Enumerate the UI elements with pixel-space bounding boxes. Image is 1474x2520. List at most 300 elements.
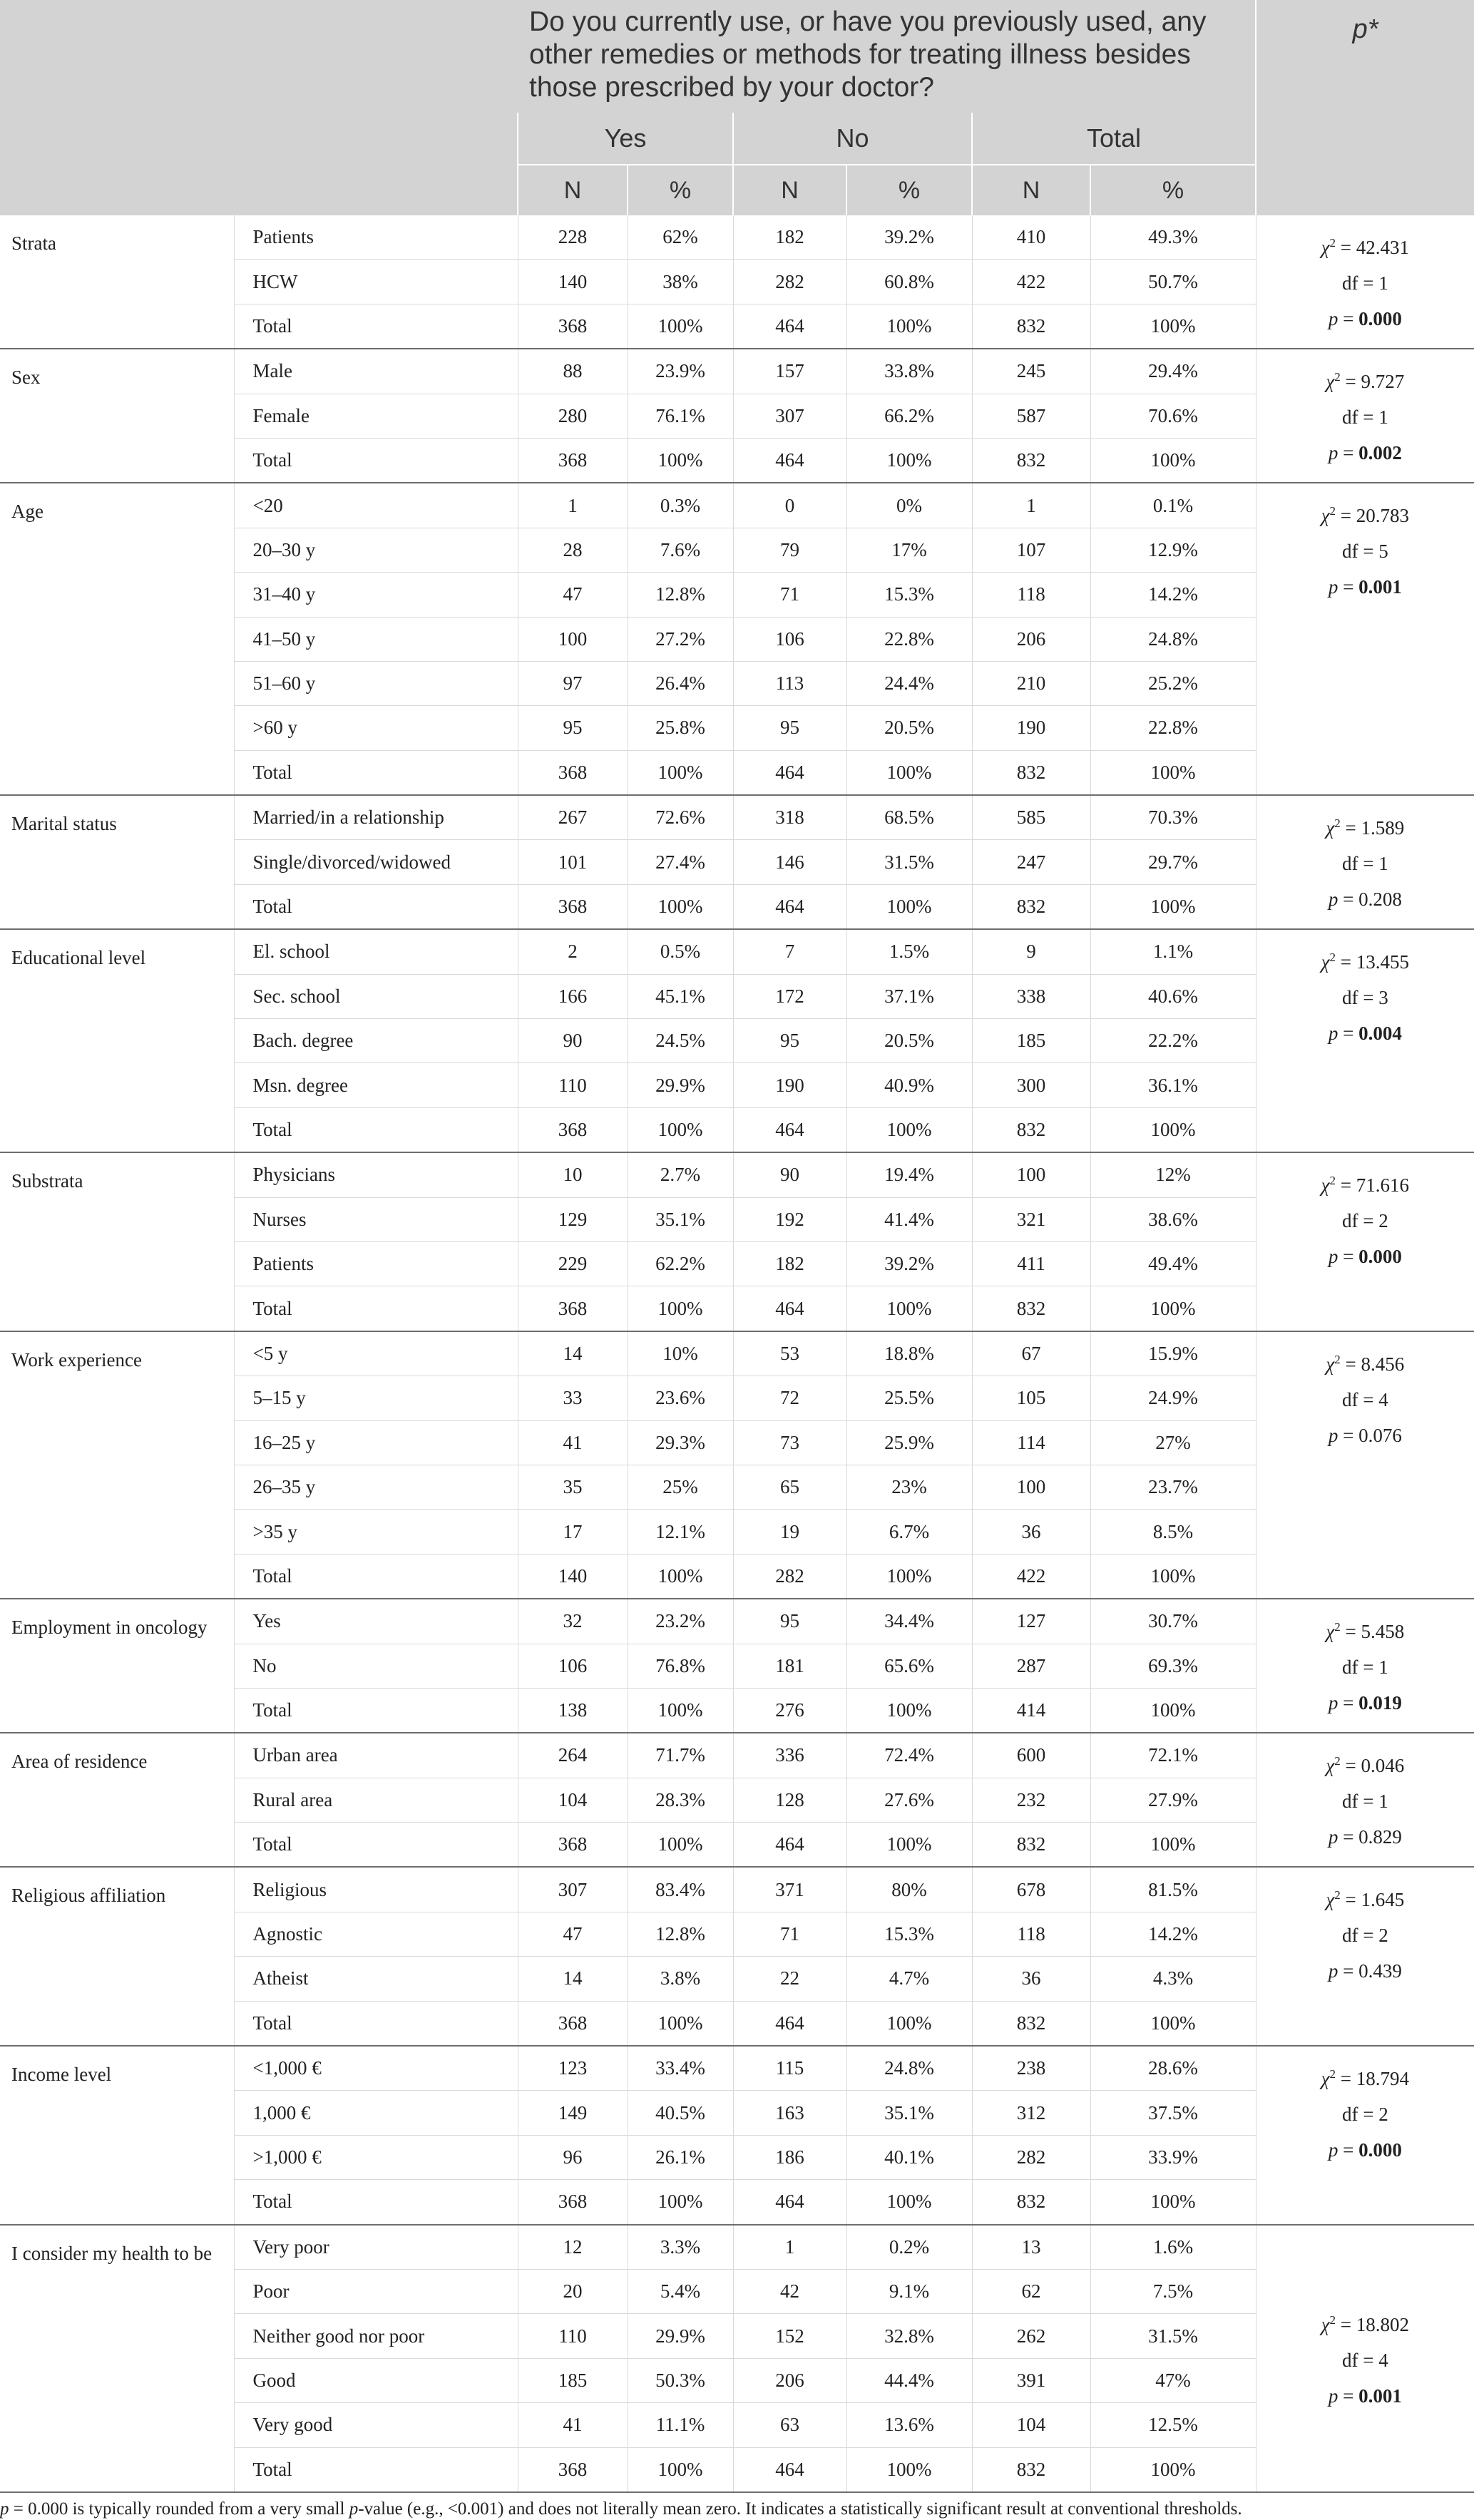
- p-equals: =: [1338, 308, 1359, 329]
- yes-pct-cell: 33.4%: [628, 2046, 733, 2091]
- no-n-cell: 206: [733, 2358, 846, 2402]
- category-label: Atheist: [234, 1957, 518, 2001]
- chi-superscript: 2: [1329, 504, 1336, 518]
- no-n-cell: 63: [733, 2403, 846, 2447]
- chi-equals: =: [1340, 371, 1361, 393]
- df-prefix: df =: [1341, 853, 1379, 875]
- chi-superscript: 2: [1334, 1620, 1341, 1634]
- yes-n-cell: 35: [518, 1465, 628, 1509]
- chi-superscript: 2: [1329, 2313, 1336, 2327]
- no-pct-cell: 100%: [846, 2001, 972, 2046]
- df-value: 1: [1378, 272, 1388, 294]
- p-letter: p: [1328, 1826, 1339, 1848]
- total-n-cell: 118: [972, 1912, 1090, 1956]
- variable-label: Religious affiliation: [0, 1867, 234, 2046]
- yes-pct-cell: 29.3%: [628, 1420, 733, 1465]
- chi-square-value: 0.046: [1361, 1755, 1405, 1777]
- p-letter: p: [1328, 1023, 1339, 1045]
- table-row: [0, 215, 1474, 260]
- total-n-cell: 13: [972, 2225, 1090, 2270]
- p-value-line: [1268, 1015, 1463, 1051]
- no-n-cell: 190: [733, 1063, 846, 1107]
- p-letter: p: [1328, 1424, 1339, 1446]
- chi-equals: =: [1336, 505, 1356, 527]
- total-pct-header: %: [1090, 165, 1256, 215]
- yes-n-cell: 47: [518, 573, 628, 617]
- no-pct-cell: 100%: [846, 2180, 972, 2225]
- no-pct-cell: 20.5%: [846, 706, 972, 750]
- category-label: Total: [234, 1286, 518, 1331]
- df-prefix: df =: [1341, 541, 1379, 563]
- category-label: Total: [234, 750, 518, 795]
- no-pct-cell: 19.4%: [846, 1152, 972, 1197]
- no-n-cell: 464: [733, 1823, 846, 1868]
- chi-symbol: χ: [1326, 1353, 1335, 1375]
- no-pct-cell: 100%: [846, 304, 972, 349]
- category-label: Good: [234, 2358, 518, 2402]
- p-equals: =: [1338, 1023, 1359, 1045]
- yes-n-cell: 12: [518, 2225, 628, 2270]
- yes-n-cell: 264: [518, 1733, 628, 1778]
- yes-n-header: N: [518, 165, 628, 215]
- no-n-cell: 71: [733, 573, 846, 617]
- test-statistic: [1256, 1331, 1474, 1599]
- chi-equals: =: [1336, 2314, 1356, 2336]
- total-pct-cell: 27%: [1090, 1420, 1256, 1465]
- no-pct-cell: 22.8%: [846, 617, 972, 661]
- df-value: 1: [1378, 853, 1388, 875]
- no-n-cell: 115: [733, 2046, 846, 2091]
- no-n-cell: 186: [733, 2135, 846, 2179]
- yes-n-cell: 110: [518, 2314, 628, 2358]
- total-n-cell: 422: [972, 1554, 1090, 1599]
- df-line: [1268, 2096, 1463, 2132]
- no-n-cell: 22: [733, 1957, 846, 2001]
- no-pct-cell: 24.8%: [846, 2046, 972, 2091]
- total-pct-cell: 1.1%: [1090, 929, 1256, 974]
- p-equals: =: [1338, 888, 1359, 911]
- no-n-cell: 71: [733, 1912, 846, 1956]
- yes-pct-cell: 26.1%: [628, 2135, 733, 2179]
- no-n-cell: 464: [733, 2180, 846, 2225]
- total-pct-cell: 27.9%: [1090, 1778, 1256, 1822]
- yes-pct-cell: 71.7%: [628, 1733, 733, 1778]
- df-prefix: df =: [1341, 1656, 1379, 1679]
- df-line: [1268, 265, 1463, 301]
- yes-n-cell: 368: [518, 2180, 628, 2225]
- yes-pct-cell: 100%: [628, 1107, 733, 1152]
- yes-n-cell: 1: [518, 483, 628, 528]
- p-value-line: [1268, 1239, 1463, 1274]
- no-n-cell: 464: [733, 884, 846, 929]
- no-pct-cell: 68.5%: [846, 795, 972, 840]
- total-n-cell: 585: [972, 795, 1090, 840]
- total-n-cell: 118: [972, 573, 1090, 617]
- yes-pct-cell: 7.6%: [628, 528, 733, 572]
- yes-pct-cell: 76.1%: [628, 394, 733, 438]
- total-pct-cell: 23.7%: [1090, 1465, 1256, 1509]
- test-statistic: [1256, 2046, 1474, 2225]
- no-n-cell: 79: [733, 528, 846, 572]
- total-n-cell: 587: [972, 394, 1090, 438]
- yes-pct-cell: 12.1%: [628, 1510, 733, 1554]
- p-value-line: [1268, 2378, 1463, 2414]
- total-pct-cell: 100%: [1090, 1554, 1256, 1599]
- no-n-cell: 146: [733, 840, 846, 884]
- total-pct-cell: 30.7%: [1090, 1599, 1256, 1644]
- no-n-cell: 95: [733, 706, 846, 750]
- total-n-cell: 321: [972, 1197, 1090, 1241]
- total-n-cell: 832: [972, 750, 1090, 795]
- total-pct-cell: 22.8%: [1090, 706, 1256, 750]
- table-header: [0, 0, 1474, 215]
- total-pct-cell: 8.5%: [1090, 1510, 1256, 1554]
- yes-pct-cell: 5.4%: [628, 2269, 733, 2313]
- category-label: Agnostic: [234, 1912, 518, 1956]
- total-pct-cell: 24.9%: [1090, 1376, 1256, 1420]
- chi-superscript: 2: [1334, 1352, 1341, 1366]
- total-n-cell: 832: [972, 1823, 1090, 1868]
- category-label: Msn. degree: [234, 1063, 518, 1107]
- category-label: 16–25 y: [234, 1420, 518, 1465]
- p-equals: =: [1338, 1424, 1359, 1446]
- chi-square-line: [1268, 493, 1463, 533]
- total-pct-cell: 37.5%: [1090, 2091, 1256, 2135]
- test-statistic: [1256, 1152, 1474, 1331]
- no-n-cell: 307: [733, 394, 846, 438]
- no-pct-cell: 65.6%: [846, 1644, 972, 1688]
- yes-n-cell: 17: [518, 1510, 628, 1554]
- chi-symbol: χ: [1326, 1755, 1335, 1777]
- chi-superscript: 2: [1329, 2067, 1336, 2081]
- total-pct-cell: 14.2%: [1090, 1912, 1256, 1956]
- variable-label: Educational level: [0, 929, 234, 1152]
- chi-symbol: χ: [1326, 1889, 1335, 1911]
- no-n-cell: 371: [733, 1867, 846, 1912]
- p-letter: p: [1328, 2385, 1339, 2407]
- yes-n-cell: 229: [518, 1241, 628, 1286]
- yes-pct-cell: 62.2%: [628, 1241, 733, 1286]
- total-n-cell: 414: [972, 1688, 1090, 1733]
- chi-superscript: 2: [1329, 236, 1336, 250]
- no-n-cell: 464: [733, 1107, 846, 1152]
- df-value: 2: [1378, 2104, 1388, 2126]
- yes-n-cell: 2: [518, 929, 628, 974]
- total-n-cell: 832: [972, 2180, 1090, 2225]
- yes-pct-cell: 100%: [628, 2447, 733, 2492]
- no-n-cell: 172: [733, 974, 846, 1018]
- yes-n-cell: 88: [518, 349, 628, 394]
- yes-n-cell: 101: [518, 840, 628, 884]
- total-n-cell: 832: [972, 1286, 1090, 1331]
- chi-square-value: 18.802: [1356, 2314, 1410, 2336]
- p-equals: =: [1338, 442, 1359, 464]
- total-n-cell: 36: [972, 1957, 1090, 2001]
- yes-n-cell: 97: [518, 661, 628, 705]
- no-pct-cell: 9.1%: [846, 2269, 972, 2313]
- yes-n-cell: 32: [518, 1599, 628, 1644]
- no-pct-cell: 39.2%: [846, 1241, 972, 1286]
- yes-pct-cell: 12.8%: [628, 573, 733, 617]
- yes-n-cell: 14: [518, 1957, 628, 2001]
- df-prefix: df =: [1341, 2350, 1379, 2372]
- yes-n-cell: 10: [518, 1152, 628, 1197]
- table-row: [0, 1733, 1474, 1778]
- no-n-cell: 95: [733, 1019, 846, 1063]
- total-pct-cell: 36.1%: [1090, 1063, 1256, 1107]
- yes-pct-cell: 3.8%: [628, 1957, 733, 2001]
- yes-pct-cell: 28.3%: [628, 1778, 733, 1822]
- variable-label: Age: [0, 483, 234, 795]
- df-line: [1268, 399, 1463, 435]
- yes-pct-cell: 100%: [628, 1286, 733, 1331]
- no-pct-cell: 60.8%: [846, 260, 972, 304]
- yes-n-cell: 104: [518, 1778, 628, 1822]
- yes-pct-cell: 2.7%: [628, 1152, 733, 1197]
- no-pct-cell: 32.8%: [846, 2314, 972, 2358]
- total-n-cell: 832: [972, 884, 1090, 929]
- total-n-cell: 107: [972, 528, 1090, 572]
- no-pct-cell: 1.5%: [846, 929, 972, 974]
- no-n-cell: 182: [733, 1241, 846, 1286]
- total-pct-cell: 15.9%: [1090, 1331, 1256, 1376]
- category-label: <5 y: [234, 1331, 518, 1376]
- total-n-cell: 127: [972, 1599, 1090, 1644]
- df-value: 1: [1378, 406, 1388, 429]
- no-n-cell: 464: [733, 750, 846, 795]
- df-value: 1: [1378, 1656, 1388, 1679]
- group-total-header: Total: [972, 113, 1256, 165]
- no-n-cell: 42: [733, 2269, 846, 2313]
- no-n-cell: 336: [733, 1733, 846, 1778]
- footnote-p-letter: p: [0, 2499, 9, 2519]
- no-n-cell: 192: [733, 1197, 846, 1241]
- category-label: 26–35 y: [234, 1465, 518, 1509]
- total-pct-cell: 100%: [1090, 884, 1256, 929]
- table-row: [0, 1599, 1474, 1644]
- p-value-line: [1268, 435, 1463, 471]
- no-n-cell: 1: [733, 2225, 846, 2270]
- no-pct-cell: 0%: [846, 483, 972, 528]
- p-value-line: [1268, 2132, 1463, 2168]
- yes-pct-cell: 100%: [628, 2180, 733, 2225]
- no-pct-cell: 100%: [846, 438, 972, 483]
- yes-pct-cell: 83.4%: [628, 1867, 733, 1912]
- p-value: 0.076: [1358, 1424, 1402, 1446]
- category-label: 31–40 y: [234, 573, 518, 617]
- chi-square-value: 9.727: [1361, 371, 1405, 393]
- p-equals: =: [1338, 1692, 1359, 1714]
- yes-n-cell: 368: [518, 304, 628, 349]
- no-pct-header: %: [846, 165, 972, 215]
- yes-n-cell: 149: [518, 2091, 628, 2135]
- chi-symbol: χ: [1326, 1621, 1335, 1643]
- total-n-cell: 600: [972, 1733, 1090, 1778]
- no-pct-cell: 72.4%: [846, 1733, 972, 1778]
- p-letter: p: [1328, 308, 1339, 329]
- footnote-p-letter-2: p: [349, 2499, 359, 2519]
- no-pct-cell: 0.2%: [846, 2225, 972, 2270]
- no-n-cell: 106: [733, 617, 846, 661]
- group-yes-header: Yes: [518, 113, 733, 165]
- chi-square-value: 13.455: [1356, 951, 1410, 973]
- yes-pct-cell: 23.2%: [628, 1599, 733, 1644]
- table-row: [0, 1331, 1474, 1376]
- yes-pct-cell: 12.8%: [628, 1912, 733, 1956]
- p-value: 0.002: [1358, 442, 1402, 464]
- total-n-cell: 1: [972, 483, 1090, 528]
- no-pct-cell: 25.5%: [846, 1376, 972, 1420]
- no-n-cell: 53: [733, 1331, 846, 1376]
- no-pct-cell: 37.1%: [846, 974, 972, 1018]
- df-line: [1268, 1649, 1463, 1685]
- no-pct-cell: 17%: [846, 528, 972, 572]
- category-label: 1,000 €: [234, 2091, 518, 2135]
- yes-pct-cell: 72.6%: [628, 795, 733, 840]
- variable-label: Marital status: [0, 795, 234, 929]
- table-row: [0, 795, 1474, 840]
- total-n-cell: 282: [972, 2135, 1090, 2179]
- yes-pct-cell: 25.8%: [628, 706, 733, 750]
- category-label: Patients: [234, 1241, 518, 1286]
- yes-pct-cell: 100%: [628, 2001, 733, 2046]
- no-n-cell: 152: [733, 2314, 846, 2358]
- category-label: Yes: [234, 1599, 518, 1644]
- category-label: Religious: [234, 1867, 518, 1912]
- chi-equals: =: [1340, 1755, 1361, 1777]
- p-label: p*: [1352, 14, 1378, 44]
- p-letter: p: [1328, 888, 1339, 911]
- total-n-cell: 245: [972, 349, 1090, 394]
- no-pct-cell: 44.4%: [846, 2358, 972, 2402]
- category-label: Neither good nor poor: [234, 2314, 518, 2358]
- total-pct-cell: 100%: [1090, 1107, 1256, 1152]
- variable-label: Strata: [0, 215, 234, 349]
- chi-equals: =: [1336, 1174, 1356, 1197]
- total-pct-cell: 49.4%: [1090, 1241, 1256, 1286]
- no-pct-cell: 35.1%: [846, 2091, 972, 2135]
- test-statistic: [1256, 1867, 1474, 2046]
- df-prefix: df =: [1341, 1791, 1379, 1813]
- total-pct-cell: 24.8%: [1090, 617, 1256, 661]
- yes-n-cell: 47: [518, 1912, 628, 1956]
- test-statistic: [1256, 483, 1474, 795]
- no-pct-cell: 100%: [846, 1554, 972, 1599]
- no-n-cell: 128: [733, 1778, 846, 1822]
- total-pct-cell: 72.1%: [1090, 1733, 1256, 1778]
- yes-n-cell: 90: [518, 1019, 628, 1063]
- p-letter: p: [1328, 1692, 1339, 1714]
- yes-pct-cell: 40.5%: [628, 2091, 733, 2135]
- total-n-cell: 238: [972, 2046, 1090, 2091]
- yes-n-cell: 20: [518, 2269, 628, 2313]
- yes-pct-cell: 29.9%: [628, 2314, 733, 2358]
- category-label: 5–15 y: [234, 1376, 518, 1420]
- chi-square-value: 1.645: [1361, 1889, 1405, 1911]
- chi-square-line: [1268, 806, 1463, 846]
- total-pct-cell: 69.3%: [1090, 1644, 1256, 1688]
- no-pct-cell: 100%: [846, 1688, 972, 1733]
- df-line: [1268, 1203, 1463, 1239]
- total-pct-cell: 1.6%: [1090, 2225, 1256, 2270]
- total-n-cell: 411: [972, 1241, 1090, 1286]
- category-label: Total: [234, 2447, 518, 2492]
- no-n-cell: 276: [733, 1688, 846, 1733]
- df-line: [1268, 980, 1463, 1015]
- yes-n-cell: 307: [518, 1867, 628, 1912]
- p-value: 0.004: [1358, 1023, 1402, 1045]
- chi-square-value: 8.456: [1361, 1353, 1405, 1375]
- p-value: 0.001: [1358, 576, 1402, 598]
- p-value-line: [1268, 1819, 1463, 1855]
- p-value-line: [1268, 569, 1463, 605]
- table-row: [0, 1867, 1474, 1912]
- no-n-cell: 65: [733, 1465, 846, 1509]
- yes-pct-cell: 0.5%: [628, 929, 733, 974]
- total-n-cell: 832: [972, 1107, 1090, 1152]
- yes-n-cell: 368: [518, 2001, 628, 2046]
- no-n-cell: 95: [733, 1599, 846, 1644]
- no-pct-cell: 41.4%: [846, 1197, 972, 1241]
- yes-pct-cell: 62%: [628, 215, 733, 260]
- category-label: Total: [234, 2180, 518, 2225]
- yes-n-cell: 140: [518, 1554, 628, 1599]
- total-n-cell: 832: [972, 438, 1090, 483]
- no-pct-cell: 100%: [846, 1286, 972, 1331]
- variable-label: Area of residence: [0, 1733, 234, 1867]
- yes-pct-cell: 25%: [628, 1465, 733, 1509]
- no-pct-cell: 100%: [846, 750, 972, 795]
- chi-symbol: χ: [1321, 951, 1330, 973]
- group-no-header: No: [733, 113, 972, 165]
- chi-superscript: 2: [1334, 1754, 1341, 1768]
- chi-equals: =: [1340, 1621, 1361, 1643]
- category-label: <20: [234, 483, 518, 528]
- no-n-cell: 7: [733, 929, 846, 974]
- df-prefix: df =: [1341, 272, 1379, 294]
- p-letter: p: [1328, 1246, 1339, 1268]
- chi-equals: =: [1340, 1353, 1361, 1375]
- test-statistic: [1256, 1599, 1474, 1733]
- yes-n-cell: 368: [518, 750, 628, 795]
- chi-square-value: 71.616: [1356, 1174, 1410, 1197]
- total-pct-cell: 100%: [1090, 304, 1256, 349]
- yes-n-cell: 96: [518, 2135, 628, 2179]
- total-pct-cell: 29.4%: [1090, 349, 1256, 394]
- test-statistic: [1256, 1733, 1474, 1867]
- category-label: Sec. school: [234, 974, 518, 1018]
- variable-label: I consider my health to be: [0, 2225, 234, 2492]
- no-n-cell: 157: [733, 349, 846, 394]
- chi-symbol: χ: [1321, 505, 1330, 527]
- total-pct-cell: 100%: [1090, 2447, 1256, 2492]
- category-label: Rural area: [234, 1778, 518, 1822]
- p-letter: p: [1328, 576, 1339, 598]
- no-n-cell: 282: [733, 260, 846, 304]
- yes-pct-cell: 100%: [628, 1688, 733, 1733]
- chi-superscript: 2: [1334, 816, 1341, 831]
- total-n-cell: 100: [972, 1465, 1090, 1509]
- total-pct-cell: 100%: [1090, 1823, 1256, 1868]
- total-pct-cell: 100%: [1090, 2180, 1256, 2225]
- table-row: [0, 2225, 1474, 2270]
- p-value-line: [1268, 1953, 1463, 1989]
- p-equals: =: [1338, 576, 1359, 598]
- chi-square-value: 18.794: [1356, 2068, 1410, 2090]
- total-n-cell: 62: [972, 2269, 1090, 2313]
- total-n-cell: 832: [972, 2447, 1090, 2492]
- category-label: Very good: [234, 2403, 518, 2447]
